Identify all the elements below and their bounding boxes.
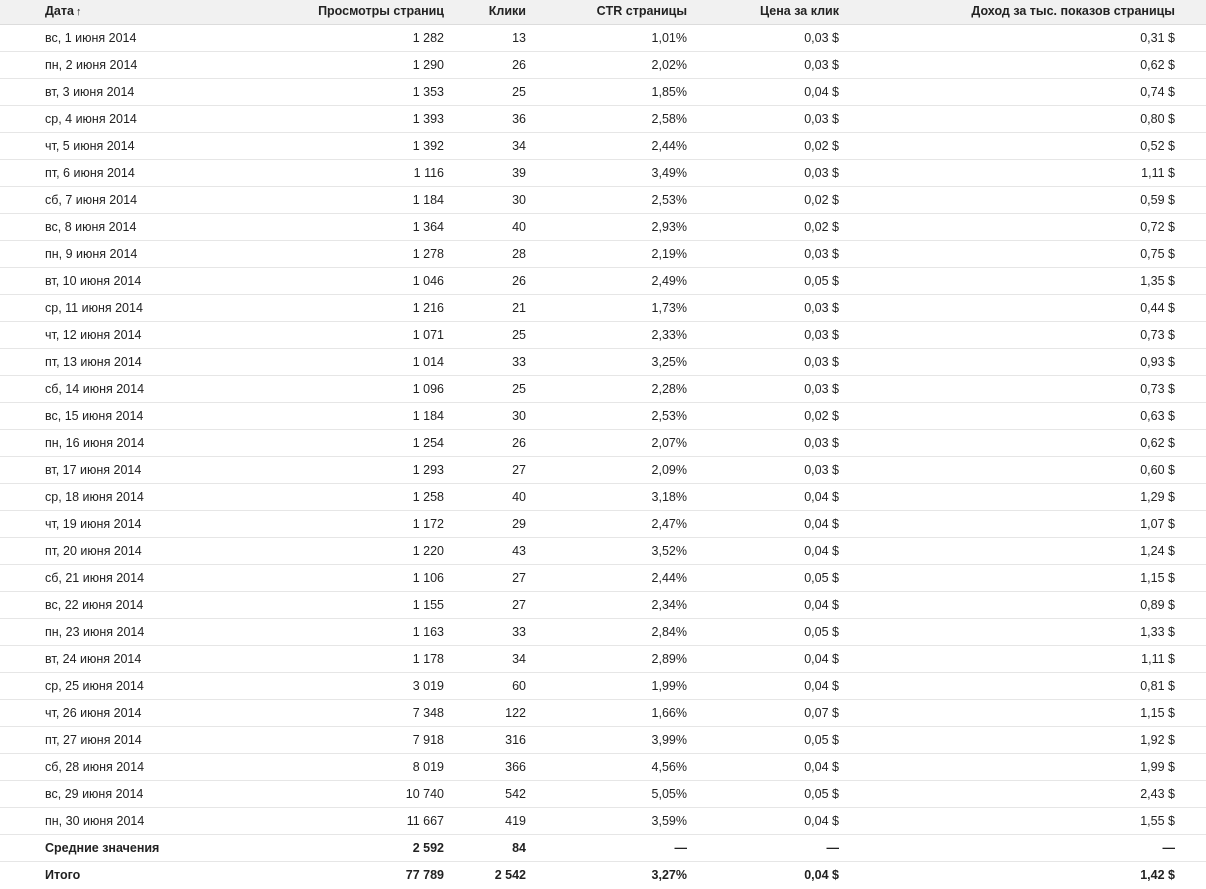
- cell-rpm: 0,73 $: [1140, 328, 1175, 342]
- cell-clicks: 33: [512, 355, 526, 369]
- cell-cpc: 0,04 $: [804, 544, 839, 558]
- cell-clicks: 40: [512, 220, 526, 234]
- cell-rpm: 1,55 $: [1140, 814, 1175, 828]
- cell-rpm: 1,92 $: [1140, 733, 1175, 747]
- table-row: [0, 781, 1206, 808]
- cell-rpm: 0,63 $: [1140, 409, 1175, 423]
- cell-views: 1 155: [412, 598, 444, 612]
- cell-date: ср, 4 июня 2014: [45, 112, 137, 126]
- table-header: [0, 0, 1206, 25]
- table-row: [0, 430, 1206, 457]
- table-row: [0, 349, 1206, 376]
- table-row: [0, 646, 1206, 673]
- cell-clicks: 366: [505, 760, 526, 774]
- cell-rpm: 1,07 $: [1140, 517, 1175, 531]
- cell-ctr: 2,58%: [651, 112, 687, 126]
- cell-clicks: 60: [512, 679, 526, 693]
- table-row: [0, 727, 1206, 754]
- totals-row: [0, 862, 1206, 888]
- cell-date: вс, 29 июня 2014: [45, 787, 144, 801]
- table-row: [0, 322, 1206, 349]
- cell-cpc: 0,03 $: [804, 328, 839, 342]
- table-row: [0, 538, 1206, 565]
- cell-date: ср, 11 июня 2014: [45, 301, 143, 315]
- cell-cpc: 0,04 $: [804, 85, 839, 99]
- cell-rpm: 1,99 $: [1140, 760, 1175, 774]
- cell-views: 1 216: [412, 301, 444, 315]
- cell-rpm: 0,52 $: [1140, 139, 1175, 153]
- column-header-date[interactable]: [45, 0, 81, 23]
- cell-date: вс, 8 июня 2014: [45, 220, 137, 234]
- arrow-up-icon: ↑: [75, 6, 82, 18]
- cell-clicks: 26: [512, 436, 526, 450]
- cell-clicks: 27: [512, 463, 526, 477]
- cell-date: чт, 12 июня 2014: [45, 328, 142, 342]
- cell-date: пт, 13 июня 2014: [45, 355, 142, 369]
- cell-date: вт, 24 июня 2014: [45, 652, 142, 666]
- cell-ctr: 3,52%: [651, 544, 687, 558]
- cell-views: 8 019: [412, 760, 444, 774]
- cell-rpm: 1,11 $: [1141, 652, 1175, 666]
- cell-clicks: 419: [505, 814, 526, 828]
- cell-views: 1 290: [412, 58, 444, 72]
- cell-rpm: 0,60 $: [1140, 463, 1175, 477]
- cell-ctr: 2,93%: [651, 220, 687, 234]
- cell-views: 11 667: [406, 814, 444, 828]
- cell-date: вс, 22 июня 2014: [45, 598, 144, 612]
- cell-cpc: 0,05 $: [804, 787, 839, 801]
- cell-clicks: 34: [512, 139, 526, 153]
- cell-cpc: 0,03 $: [804, 436, 839, 450]
- cell-date: вс, 15 июня 2014: [45, 409, 144, 423]
- column-header-rpm[interactable]: Доход за тыс. показов страницы: [971, 4, 1175, 18]
- cell-cpc: 0,02 $: [804, 139, 839, 153]
- column-header-clicks[interactable]: Клики: [488, 4, 526, 18]
- table-row: [0, 52, 1206, 79]
- cell-views: 1 116: [413, 166, 444, 180]
- cell-rpm: 0,74 $: [1140, 85, 1175, 99]
- cell-date: пн, 9 июня 2014: [45, 247, 138, 261]
- cell-views: 7 918: [412, 733, 444, 747]
- cell-views: 1 172: [412, 517, 444, 531]
- cell-ctr: 3,25%: [651, 355, 687, 369]
- cell-rpm: 1,15 $: [1140, 706, 1175, 720]
- column-header-cpc[interactable]: Цена за клик: [760, 4, 839, 18]
- cell-clicks: 28: [512, 247, 526, 261]
- cell-clicks: 30: [512, 193, 526, 207]
- cell-ctr: 2,07%: [651, 436, 687, 450]
- cell-date: вт, 10 июня 2014: [45, 274, 142, 288]
- cell-views: 1 046: [412, 274, 444, 288]
- cell-views: 10 740: [405, 787, 444, 801]
- cell-cpc: 0,05 $: [804, 625, 839, 639]
- cell-ctr: 1,85%: [651, 85, 687, 99]
- cell-ctr: 2,89%: [651, 652, 687, 666]
- cell-cpc: 0,03 $: [804, 247, 839, 261]
- cell-clicks: 36: [512, 112, 526, 126]
- table-row: [0, 106, 1206, 133]
- table-row: [0, 700, 1206, 727]
- cell-rpm: 0,31 $: [1140, 31, 1175, 45]
- averages-clicks: 84: [512, 841, 526, 855]
- cell-rpm: 0,62 $: [1140, 58, 1175, 72]
- totals-rpm: 1,42 $: [1140, 868, 1175, 882]
- table-row: [0, 295, 1206, 322]
- cell-views: 1 293: [412, 463, 444, 477]
- cell-rpm: 0,62 $: [1140, 436, 1175, 450]
- cell-ctr: 2,02%: [651, 58, 687, 72]
- cell-date: пн, 16 июня 2014: [45, 436, 145, 450]
- table-row: [0, 79, 1206, 106]
- cell-cpc: 0,05 $: [804, 733, 839, 747]
- cell-ctr: 1,73%: [651, 301, 687, 315]
- cell-views: 1 184: [412, 409, 444, 423]
- cell-cpc: 0,03 $: [804, 166, 839, 180]
- cell-views: 1 258: [412, 490, 444, 504]
- cell-cpc: 0,03 $: [804, 31, 839, 45]
- cell-rpm: 1,11 $: [1141, 166, 1175, 180]
- cell-clicks: 316: [505, 733, 526, 747]
- cell-views: 1 282: [412, 31, 444, 45]
- cell-date: ср, 18 июня 2014: [45, 490, 144, 504]
- cell-date: сб, 28 июня 2014: [45, 760, 145, 774]
- cell-views: 1 364: [412, 220, 444, 234]
- cell-rpm: 1,29 $: [1140, 490, 1175, 504]
- totals-label: Итого: [45, 868, 81, 882]
- cell-date: чт, 5 июня 2014: [45, 139, 135, 153]
- cell-rpm: 1,24 $: [1140, 544, 1175, 558]
- cell-ctr: 2,84%: [651, 625, 687, 639]
- cell-views: 1 353: [412, 85, 444, 99]
- cell-views: 1 106: [412, 571, 444, 585]
- table-row: [0, 808, 1206, 835]
- cell-clicks: 542: [505, 787, 526, 801]
- cell-rpm: 1,33 $: [1140, 625, 1175, 639]
- cell-rpm: 0,81 $: [1140, 679, 1175, 693]
- table-row: [0, 160, 1206, 187]
- cell-ctr: 2,33%: [651, 328, 687, 342]
- cell-ctr: 1,99%: [651, 679, 687, 693]
- cell-cpc: 0,03 $: [804, 58, 839, 72]
- table-row: [0, 214, 1206, 241]
- cell-cpc: 0,07 $: [804, 706, 839, 720]
- cell-rpm: 0,59 $: [1140, 193, 1175, 207]
- cell-cpc: 0,02 $: [804, 220, 839, 234]
- cell-ctr: 2,19%: [651, 247, 687, 261]
- totals-ctr: 3,27%: [651, 868, 687, 882]
- cell-views: 1 178: [412, 652, 444, 666]
- cell-date: ср, 25 июня 2014: [45, 679, 144, 693]
- cell-date: пт, 27 июня 2014: [45, 733, 142, 747]
- cell-clicks: 13: [512, 31, 526, 45]
- cell-views: 7 348: [412, 706, 444, 720]
- cell-clicks: 33: [512, 625, 526, 639]
- cell-cpc: 0,03 $: [804, 112, 839, 126]
- totals-views: 77 789: [405, 868, 444, 882]
- averages-views: 2 592: [412, 841, 444, 855]
- cell-ctr: 2,53%: [651, 409, 687, 423]
- cell-cpc: 0,04 $: [804, 760, 839, 774]
- cell-date: чт, 19 июня 2014: [45, 517, 142, 531]
- cell-date: пт, 6 июня 2014: [45, 166, 135, 180]
- cell-date: вс, 1 июня 2014: [45, 31, 137, 45]
- cell-clicks: 43: [512, 544, 526, 558]
- cell-cpc: 0,04 $: [804, 598, 839, 612]
- cell-clicks: 25: [512, 328, 526, 342]
- column-header-date-label: Дата: [45, 4, 74, 18]
- cell-clicks: 122: [505, 706, 526, 720]
- table-row: [0, 403, 1206, 430]
- cell-ctr: 2,53%: [651, 193, 687, 207]
- cell-rpm: 0,44 $: [1140, 301, 1175, 315]
- table-row: [0, 619, 1206, 646]
- cell-ctr: 1,66%: [651, 706, 687, 720]
- table-body: [0, 25, 1206, 835]
- cell-rpm: 2,43 $: [1140, 787, 1175, 801]
- table-row: [0, 592, 1206, 619]
- cell-views: 1 220: [412, 544, 444, 558]
- cell-rpm: 0,72 $: [1140, 220, 1175, 234]
- cell-clicks: 39: [512, 166, 526, 180]
- cell-cpc: 0,02 $: [804, 193, 839, 207]
- cell-rpm: 1,15 $: [1140, 571, 1175, 585]
- cell-ctr: 2,28%: [651, 382, 687, 396]
- cell-ctr: 3,49%: [651, 166, 687, 180]
- cell-cpc: 0,05 $: [804, 274, 839, 288]
- table-row: [0, 754, 1206, 781]
- cell-date: чт, 26 июня 2014: [45, 706, 142, 720]
- table-row: [0, 268, 1206, 295]
- cell-clicks: 34: [512, 652, 526, 666]
- cell-date: пн, 23 июня 2014: [45, 625, 145, 639]
- column-header-ctr[interactable]: CTR страницы: [596, 4, 687, 18]
- column-header-views[interactable]: Просмотры страниц: [318, 4, 444, 18]
- cell-date: вт, 17 июня 2014: [45, 463, 142, 477]
- cell-rpm: 1,35 $: [1140, 274, 1175, 288]
- cell-cpc: 0,03 $: [804, 382, 839, 396]
- cell-views: 1 096: [412, 382, 444, 396]
- table-row: [0, 511, 1206, 538]
- cell-clicks: 26: [512, 58, 526, 72]
- cell-date: пн, 30 июня 2014: [45, 814, 145, 828]
- cell-rpm: 0,89 $: [1140, 598, 1175, 612]
- cell-clicks: 40: [512, 490, 526, 504]
- table-row: [0, 457, 1206, 484]
- cell-date: вт, 3 июня 2014: [45, 85, 135, 99]
- cell-cpc: 0,03 $: [804, 355, 839, 369]
- cell-clicks: 25: [512, 382, 526, 396]
- cell-ctr: 4,56%: [651, 760, 687, 774]
- table-row: [0, 673, 1206, 700]
- cell-clicks: 26: [512, 274, 526, 288]
- cell-ctr: 2,34%: [651, 598, 687, 612]
- cell-date: сб, 14 июня 2014: [45, 382, 145, 396]
- cell-views: 1 278: [412, 247, 444, 261]
- cell-date: сб, 21 июня 2014: [45, 571, 145, 585]
- cell-cpc: 0,05 $: [804, 571, 839, 585]
- cell-date: пн, 2 июня 2014: [45, 58, 138, 72]
- totals-cpc: 0,04 $: [804, 868, 839, 882]
- cell-views: 3 019: [412, 679, 444, 693]
- cell-ctr: 5,05%: [651, 787, 687, 801]
- cell-ctr: 3,59%: [651, 814, 687, 828]
- cell-cpc: 0,04 $: [804, 679, 839, 693]
- table-row: [0, 187, 1206, 214]
- cell-ctr: 3,18%: [651, 490, 687, 504]
- cell-rpm: 0,75 $: [1140, 247, 1175, 261]
- cell-views: 1 392: [412, 139, 444, 153]
- cell-cpc: 0,04 $: [804, 490, 839, 504]
- cell-date: пт, 20 июня 2014: [45, 544, 142, 558]
- cell-clicks: 25: [512, 85, 526, 99]
- totals-clicks: 2 542: [494, 868, 526, 882]
- cell-views: 1 254: [412, 436, 444, 450]
- cell-ctr: 2,49%: [651, 274, 687, 288]
- table-row: [0, 376, 1206, 403]
- table-row: [0, 565, 1206, 592]
- cell-rpm: 0,80 $: [1140, 112, 1175, 126]
- cell-ctr: 2,47%: [651, 517, 687, 531]
- cell-clicks: 27: [512, 598, 526, 612]
- cell-ctr: 2,09%: [651, 463, 687, 477]
- cell-ctr: 3,99%: [651, 733, 687, 747]
- averages-cpc: —: [826, 841, 839, 855]
- cell-views: 1 184: [412, 193, 444, 207]
- cell-clicks: 21: [512, 301, 526, 315]
- cell-views: 1 393: [412, 112, 444, 126]
- cell-views: 1 163: [412, 625, 444, 639]
- table-row: [0, 133, 1206, 160]
- cell-cpc: 0,04 $: [804, 652, 839, 666]
- averages-label: Средние значения: [45, 841, 160, 855]
- cell-rpm: 0,93 $: [1140, 355, 1175, 369]
- cell-cpc: 0,02 $: [804, 409, 839, 423]
- cell-clicks: 29: [512, 517, 526, 531]
- averages-rpm: —: [1162, 841, 1175, 855]
- cell-cpc: 0,04 $: [804, 517, 839, 531]
- table-row: [0, 484, 1206, 511]
- cell-rpm: 0,73 $: [1140, 382, 1175, 396]
- cell-cpc: 0,03 $: [804, 463, 839, 477]
- cell-ctr: 2,44%: [651, 139, 687, 153]
- table-row: [0, 25, 1206, 52]
- averages-row: [0, 835, 1206, 862]
- cell-views: 1 071: [412, 328, 444, 342]
- cell-views: 1 014: [412, 355, 444, 369]
- cell-clicks: 30: [512, 409, 526, 423]
- cell-ctr: 2,44%: [651, 571, 687, 585]
- cell-ctr: 1,01%: [651, 31, 687, 45]
- cell-clicks: 27: [512, 571, 526, 585]
- table-row: [0, 241, 1206, 268]
- cell-cpc: 0,04 $: [804, 814, 839, 828]
- cell-cpc: 0,03 $: [804, 301, 839, 315]
- averages-ctr: —: [674, 841, 687, 855]
- cell-date: сб, 7 июня 2014: [45, 193, 138, 207]
